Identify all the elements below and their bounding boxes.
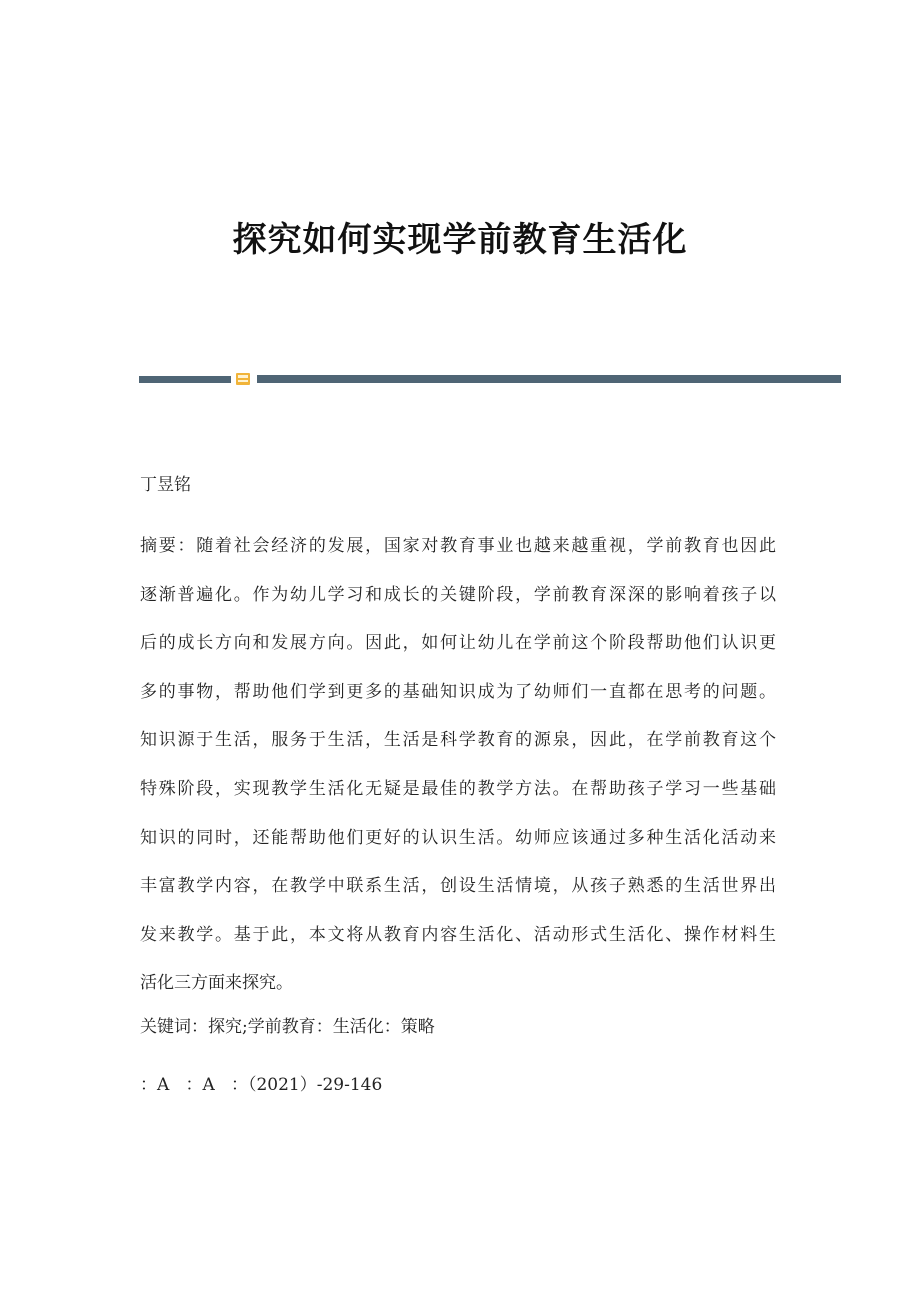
- abstract-line: 活化三方面来探究。: [140, 973, 293, 994]
- author-name: 丁昱铭: [140, 475, 191, 495]
- divider-emblem-icon: [236, 373, 250, 385]
- abstract-line: 特殊阶段，实现教学生活化无疑是最佳的教学方法。在帮助孩子学习一些基础: [140, 778, 776, 799]
- abstract-line: 发来教学。基于此，本文将从教育内容生活化、活动形式生活化、操作材料生: [140, 924, 776, 945]
- keywords-line: 关键词：探究;学前教育：生活化：策略: [140, 1017, 435, 1037]
- abstract-paragraph: [140, 522, 776, 1008]
- document-title: 探究如何实现学前教育生活化: [232, 220, 688, 260]
- divider-bar-left: [139, 376, 231, 383]
- abstract-line: 知识的同时，还能帮助他们更好的认识生活。幼师应该通过多种生活化活动来: [140, 827, 776, 848]
- divider-bar-right: [257, 375, 841, 383]
- abstract-line: 丰富教学内容，在教学中联系生活，创设生活情境，从孩子熟悉的生活世界出: [140, 876, 776, 897]
- title-divider: [139, 373, 841, 385]
- abstract-line: 后的成长方向和发展方向。因此，如何让幼儿在学前这个阶段帮助他们认识更: [140, 633, 776, 654]
- abstract-line: 多的事物，帮助他们学到更多的基础知识成为了幼师们一直都在思考的问题。: [140, 681, 776, 702]
- abstract-line: 摘要：随着社会经济的发展，国家对教育事业也越来越重视，学前教育也因此: [140, 536, 776, 556]
- abstract-line: 知识源于生活，服务于生活，生活是科学教育的源泉，因此，在学前教育这个: [140, 730, 776, 751]
- classification-line: ：A ：A ：（2021）-29-146: [140, 1075, 383, 1095]
- abstract-line: 逐渐普遍化。作为幼儿学习和成长的关键阶段，学前教育深深的影响着孩子以: [140, 584, 776, 605]
